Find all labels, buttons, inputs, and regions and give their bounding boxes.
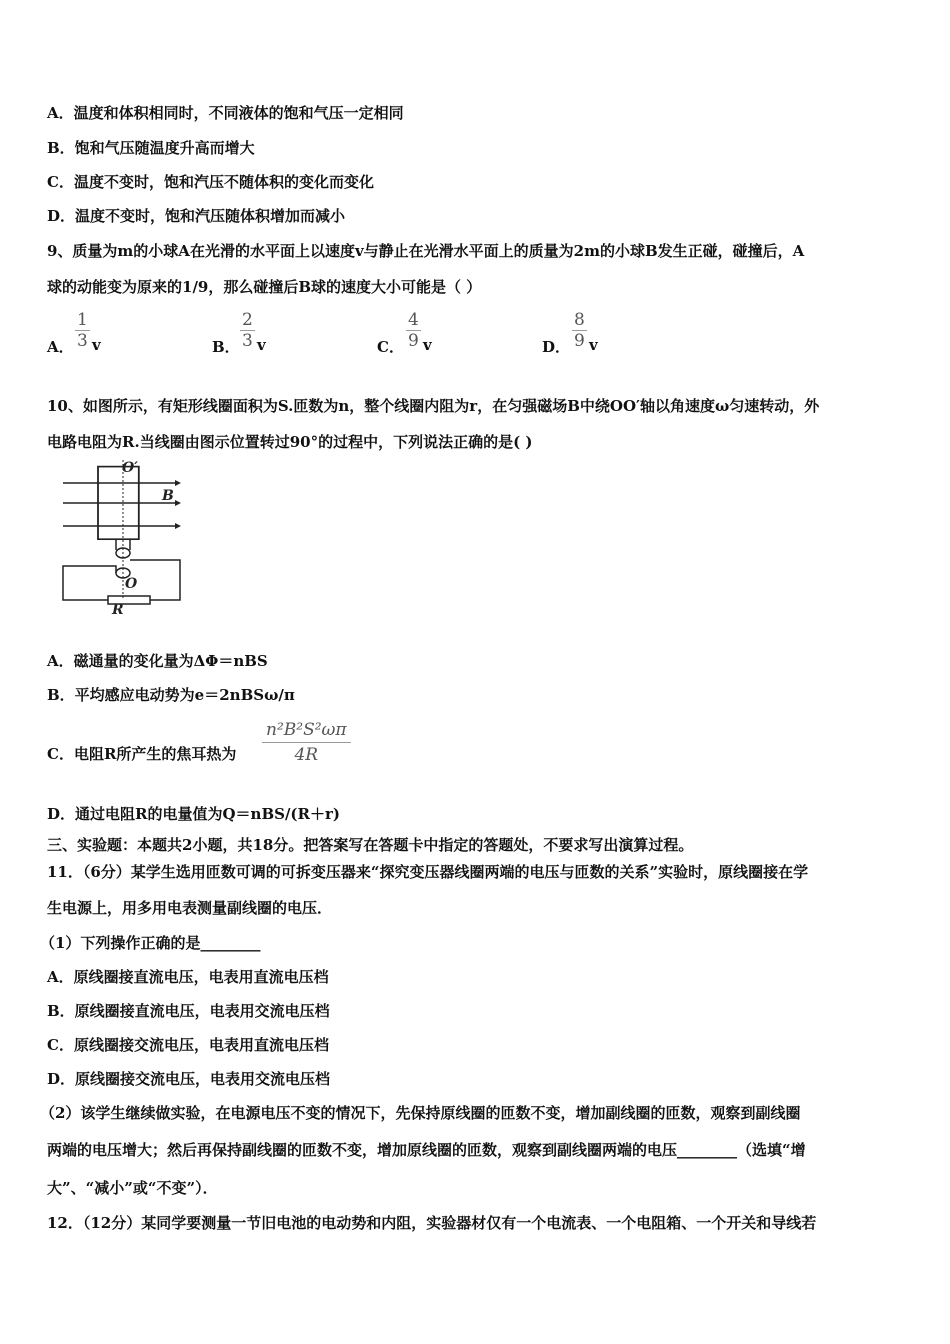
axis-label-o: O bbox=[125, 576, 138, 592]
q10-option-c: C．电阻R所产生的焦耳热为 bbox=[47, 745, 237, 763]
q10-option-b: B．平均感应电动势为e＝2nBSω/π bbox=[47, 686, 295, 704]
q12-text-line1: 12．（12分）某同学要测量一节旧电池的电动势和内阻，实验器材仅有一个电流表、一个电阻箱、一个开关和导线若 bbox=[47, 1214, 817, 1232]
q8-option-c: C．温度不变时，饱和汽压不随体积的变化而变化 bbox=[47, 173, 374, 191]
q10-option-d: D．通过电阻R的电量值为Q＝nBS/(R＋r) bbox=[47, 805, 340, 823]
resistor-label-r: R bbox=[112, 602, 124, 615]
q9-text-line1: 9、质量为m的小球A在光滑的水平面上以速度v与静止在光滑水平面上的质量为2m的小球B发生正碰，碰撞后，A bbox=[47, 242, 805, 260]
q8-option-b: B．饱和气压随温度升高而增大 bbox=[47, 139, 255, 157]
q10-text-line2: 电路电阻为R.当线圈由图示位置转过90°的过程中，下列说法正确的是( ) bbox=[47, 433, 533, 451]
q11-option-b: B．原线圈接直流电压，电表用交流电压档 bbox=[47, 1002, 330, 1020]
q10-option-a: A．磁通量的变化量为ΔΦ＝nBS bbox=[47, 652, 268, 670]
coil-circuit-figure bbox=[50, 460, 200, 615]
fraction: $\frac{2}{3}$ bbox=[242, 310, 253, 351]
axis-label-o-prime: O′ bbox=[122, 460, 138, 476]
q11-part2-line2: 两端的电压增大；然后再保持副线圈的匝数不变，增加原线圈的匝数，观察到副线圈两端的电压________（选填“增 bbox=[47, 1141, 806, 1159]
q11-option-a: A．原线圈接直流电压，电表用直流电压档 bbox=[47, 968, 329, 986]
q11-part2-line3: 大”、“减小”或“不变”）． bbox=[47, 1179, 218, 1197]
exam-page: A．温度和体积相同时，不同液体的饱和气压一定相同 B．饱和气压随温度升高而增大 C．温度不变时，饱和汽压不随体积的变化而变化 D．温度不变时，饱和汽压随体积增加而减小 9、质量为m的小球A在光滑的水平面上以速度v与静止在光滑水平面上的质量为2m的小球B发生正碰，碰撞后，A 球的动能变为原来的1/9，那么碰撞后B球的速度大小可能是（ ） A． $\frac{1}{3}$ v B． $\frac{2}{3}$ v C． $\frac{4}{9}$ v D． $\frac{8}{9}$ v 10、如图所示，有矩形线圈面积为S.匝数为n，整个线圈内阻为r，在匀强磁场B中绕OO′轴以角速度ω匀速转动，外 电路电阻为R.当线圈由图示位置转过90°的过程中，下列说法正确的是( ) O′ B O R A．磁通量的变化量为ΔΦ＝nBS B．平均感应电动势为e＝2nBSω/π C．电阻R所产生的焦耳热为 $\frac{\text{n²B²S²ωπ}}{4R}$ D．通过电阻R的电量值为Q＝nBS/(R＋r) 三、实验题：本题共2小题，共18分。把答案写在答题卡中指定的答题处，不要求写出演算过程。 11．（6分）某学生选用匝数可调的可拆变压器来“探究变压器线圈两端的电压与匝数的关系”实验时，原线圈接在学 生电源上，用多用电表测量副线圈的电压． （1）下列操作正确的是________ A．原线圈接直流电压，电表用直流电压档 B．原线圈接直流电压，电表用交流电压档 C．原线圈接交流电压，电表用直流电压档 D．原线圈接交流电压，电表用交流电压档 （2）该学生继续做实验，在电源电压不变的情况下，先保持原线圈的匝数不变，增加副线圈的匝数，观察到副线圈 两端的电压增大；然后再保持副线圈的匝数不变，增加原线圈的匝数，观察到副线圈两端的电压________（选填“增 大”、“减小”或“不变”）． 12．（12分）某同学要测量一节旧电池的电动势和内阻，实验器材仅有一个电流表、一个电阻箱、一个开关和导线若 bbox=[0, 0, 950, 1344]
q11-option-d: D．原线圈接交流电压，电表用交流电压档 bbox=[47, 1070, 331, 1088]
q11-text-line2: 生电源上，用多用电表测量副线圈的电压． bbox=[47, 899, 333, 917]
field-label-b: B bbox=[162, 488, 174, 504]
q11-part1: （1）下列操作正确的是________ bbox=[40, 934, 261, 952]
q11-option-c: C．原线圈接交流电压，电表用直流电压档 bbox=[47, 1036, 329, 1054]
fraction: $\frac{1}{3}$ bbox=[77, 310, 88, 351]
joule-heat-fraction: $\frac{\text{n²B²S²ωπ}}{4R}$ bbox=[262, 720, 351, 765]
q11-text-line1: 11．（6分）某学生选用匝数可调的可拆变压器来“探究变压器线圈两端的电压与匝数的关系”实验时，原线圈接在学 bbox=[47, 863, 809, 881]
q8-option-d: D．温度不变时，饱和汽压随体积增加而减小 bbox=[47, 207, 346, 225]
q9-text-line2: 球的动能变为原来的1/9，那么碰撞后B球的速度大小可能是（ ） bbox=[47, 278, 482, 296]
q10-text-line1: 10、如图所示，有矩形线圈面积为S.匝数为n，整个线圈内阻为r，在匀强磁场B中绕OO′轴以角速度ω匀速转动，外 bbox=[47, 397, 820, 415]
fraction: $\frac{8}{9}$ bbox=[574, 310, 585, 351]
section-3-heading: 三、实验题：本题共2小题，共18分。把答案写在答题卡中指定的答题处，不要求写出演算过程。 bbox=[47, 836, 694, 854]
q11-part2-line1: （2）该学生继续做实验，在电源电压不变的情况下，先保持原线圈的匝数不变，增加副线圈的匝数，观察到副线圈 bbox=[40, 1104, 801, 1122]
fraction: $\frac{4}{9}$ bbox=[408, 310, 419, 351]
q8-option-a: A．温度和体积相同时，不同液体的饱和气压一定相同 bbox=[47, 104, 404, 122]
